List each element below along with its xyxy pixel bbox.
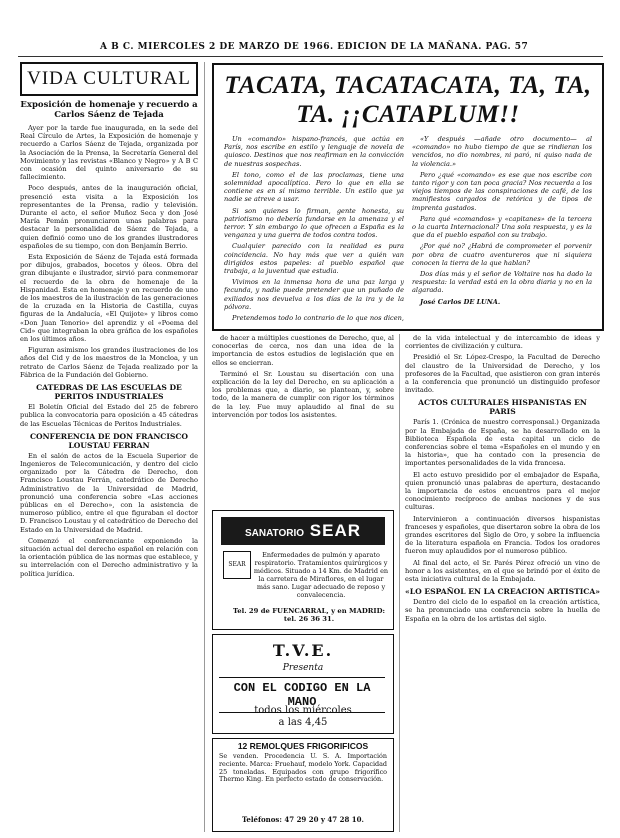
sear-logo-big: SEAR [309, 521, 362, 540]
article-paragraph: Poco después, antes de la inauguración oficial, presenció esta visita a la Exposición los representantes de la Prensa, radio y televisión. Durante el acto, el señor Muñoz Seca y don José María Pemán pronunciaron unas palabras para destacar la personalidad de Sáenz de Tejada, a quien definió como uno de los grandes ilustradores españoles de su tiempo, con don Benjamín Berrio. [20, 184, 198, 250]
article-title-conferencia: CONFERENCIA DE DON FRANCISCO LOUSTAU FERRAN [29, 431, 189, 450]
ad-sanatorio-sear [212, 510, 394, 630]
tve-show-title: CON EL CODIGO EN LA MANO [219, 677, 385, 713]
editorial-paragraph: ¿Por qué no? ¿Habrá de comprometer el porvenir por obra de cuatro aventureros que ni siquiera conocen la tierra de la que hablan? [412, 242, 592, 267]
article-paragraph: Terminó el Sr. Loustau su disertación con una explicación de la ley del Derecho, en su aplicación a los problemas que, a diario, se plantean, y, sobre todo, de la manera de cumplir con rigor los términos de la ley. Fue muy aplaudido al final de su intervención por todos los asistentes. [212, 369, 394, 419]
editorial-paragraph: «Y después —añade otro documento— al «comando» no hubo tiempo de que se rindieran los vencidos, no dio nombres, ni paró, ni quiso nada de la violencia.» [412, 135, 592, 168]
editorial-paragraph: Vivimos en la inmensa hora de una paz larga y fecunda, y nadie puede pretender que un puñado de exiliados nos devuelva a los días de la ira y de la pólvora. [224, 278, 404, 311]
section-title-vida-cultural: VIDA CULTURAL [20, 62, 198, 96]
editorial-paragraph: Si son quienes lo firman, gente honesta, su patriotismo no debería fundarse en la amenaza y el terror. Y sin embargo lo que ofrecen a España es la venganza y una guerra de todos contra todos. [224, 206, 404, 240]
sear-logo [221, 517, 385, 545]
article-paragraph: Dentro del ciclo de lo español en la creación artística, se ha pronunciado una conferencia sobre la huella de España en la obra de los artistas del siglo. [405, 598, 600, 623]
sear-logo-small: SANATORIO [244, 528, 305, 539]
editorial-paragraph: Pretendemos todo lo contrario de lo que nos dicen, [232, 314, 404, 323]
tve-presenta: Presenta [282, 663, 324, 673]
remolques-body: Se venden. Procedencia U. S. A. Importación reciente. Marca: Fruehauf, modelo York. Capacidad 25 toneladas. Equipados con grupo frigorífico Thermo King. En perfecto estado de conservación. [219, 752, 387, 784]
ad-remolques [212, 738, 394, 832]
sear-address: Tel. 29 de FUENCARRAL, y en MADRID: tel. 26 36 31. [233, 607, 385, 623]
article-paragraph: Intervinieron a continuación diversos hispanistas franceses y españoles, que disertaron sobre la obra de los grandes escritores del Siglo de Oro, y sobre la influencia de la literatura española en Francia. Todos los oradores fueron muy aplaudidos por el numeroso público. [405, 514, 600, 556]
tve-name: T.V.E. [272, 641, 334, 660]
article-paragraph: En el salón de actos de la Escuela Superior de Ingenieros de Telecomunicación, y dentro del ciclo organizado por la Cátedra de Derecho, don Francisco Loustau Ferrán, catedrático de Derecho Administrativo de la Universidad de Madrid, pronunció una conferencia sobre «Las acciones públicas en el Derecho», con la asistencia de numeroso público, entre el que figuraban el doctor D. Francisco Loustau y el catedrático de Derecho del Estado en la Universidad de Madrid. [20, 451, 198, 534]
column-rule [204, 62, 205, 832]
article-title-catedras: CATEDRAS DE LAS ESCUELAS DE PERITOS INDUSTRIALES [36, 383, 182, 402]
left-column [20, 62, 198, 832]
article-paragraph: de la vida intelectual y de intercambio de ideas y corrientes de civilización y cultura. [405, 334, 600, 351]
remolques-title: 12 REMOLQUES FRIGORIFICOS [237, 741, 369, 751]
editorial-box-tacata [212, 63, 604, 331]
editorial-signature: José Carlos DE LUNA. [420, 297, 501, 306]
page-header: A B C. MIERCOLES 2 DE MARZO DE 1966. EDICION DE LA MAÑANA. PAG. 57 [100, 42, 529, 52]
editorial-paragraph: Pero ¿qué «comando» es ese que nos escribe con tanto rigor y con tan poca gracia? Nos recuerda a los viejos tiempos de las conspiraciones de café, de los manifiestos cargados de retórica y de tipos de imprenta gastados. [412, 170, 592, 212]
middle-column [212, 334, 394, 504]
column-rule [399, 334, 400, 832]
sear-mark-icon: SEAR [223, 551, 251, 579]
header-rule [18, 56, 603, 57]
editorial-paragraph: Para qué «comandos» y «capitanes» de la tercera o la cuarta Internacional? Una sola respuesta, y es la que da el pueblo español con su trabajo. [412, 214, 592, 240]
article-paragraph: París 1. (Crónica de nuestro corresponsal.) Organizada por la Embajada de España, se ha desarrollado en la Biblioteca Española de esta capital un ciclo de conferencias sobre el tema «Españoles en el mundo y en la historia», que ha contado con la presencia de importantes personalidades de la vida francesa. [405, 418, 600, 468]
tve-schedule-day: todos los miércoles [254, 705, 352, 716]
editorial-title: TACATA, TACATACATA, TA, TA, TA. ¡¡CATAPLUM!! [224, 72, 592, 128]
article-paragraph: Presidió el Sr. López-Crespo, la Facultad de Derecho del claustro de la Universidad de Derecho, y los profesores de la Facultad, que asistieron con gran interés a la conferencia que pronunció un distinguido profesor invitado. [405, 353, 600, 395]
right-column [405, 334, 600, 832]
editorial-paragraph: El tono, como el de las proclamas, tiene una solemnidad apocalíptica. Pero lo que en ella se contiene es en sí mismo terrible. Un estilo que ya nadie se atreve a usar. [224, 170, 404, 204]
editorial-paragraph: Un «comando» hispano-francés, que actúa en París, nos escribe en estilo y lenguaje de novela de quiosco. Destinos que nos reafirman en la convicción de nuestras sospechas. [224, 135, 404, 168]
article-paragraph: Esta Exposición de Sáenz de Tejada está formada por dibujos, grabados, bocetos y óleos. Obra del gran dibujante e ilustrador, sirvió para conmemorar el recuerdo de la obra de homenaje de la Hispanidad. Esta en homenaje y en recuerdo de uno de los maestros de la ilustración de las generaciones de la cruzada en la Historia de Castilla, cuyas figuras de la Andalucía, «El Quijote» y libros como «Don Juan Tenorio» del aprendiz y el «Poema del Cid» que integraban la obra gráfica de los españoles en los últimos años. [20, 253, 198, 344]
article-paragraph: Figuran asimismo los grandes ilustraciones de los años del Cid y de los maestros de la Moncloa, y un retrato de Carlos Sáenz de Tejada realizado por la Fábrica de la Fundación del Gobierno. [20, 346, 198, 379]
editorial-column-left [224, 135, 404, 323]
editorial-paragraph: Cualquier parecido con la realidad es pura coincidencia. No hay más que ver a quién van dirigidos estos papeles: al pueblo español que trabaja, a la juventud que estudia. [224, 242, 404, 276]
article-paragraph: Ayer por la tarde fue inaugurada, en la sede del Real Círculo de Artes, la Exposición de homenaje y recuerdo a Carlos Sáenz de Tejada, organizada por la Asociación de la Prensa, la Secretaría General del Movimiento y las revistas «Blanco y Negro» y A B C con ocasión del quinto aniversario de su fallecimiento. [20, 124, 198, 182]
article-paragraph: El Boletín Oficial del Estado del 25 de febrero publica la convocatoria para oposición a 45 cátedras de las Escuelas Técnicas de Peritos Industriales. [20, 403, 198, 428]
remolques-phone: Teléfonos: 47 29 20 y 47 28 10. [242, 815, 364, 824]
tve-schedule-time: a las 4,45 [278, 717, 328, 728]
editorial-column-right [412, 135, 592, 323]
article-title-exposicion: Exposición de homenaje y recuerdo a Carlos Sáenz de Tejada [20, 100, 198, 120]
sear-body: Enfermedades de pulmón y aparato respiratorio. Tratamientos quirúrgicos y médicos. Situado a 14 Km. de Madrid en la carretera de Miraflores, en el lugar más sano. Lugar adecuado de reposo y convalecencia. [253, 551, 389, 599]
article-title-actos-culturales: ACTOS CULTURALES HISPANISTAS EN PARIS [418, 398, 587, 417]
editorial-paragraph: Dos días más y el señor de Voltaire nos ha dado la respuesta: la verdad está en la obra diaria y no en la algarada. [412, 270, 592, 295]
article-title-lo-espanol: «LO ESPAÑOL EN LA CREACION ARTISTICA» [405, 587, 600, 597]
article-paragraph: Comenzó el conferenciante exponiendo la situación actual del derecho español en relación con la orientación pública de las normas que establece, y su interrelación con el Derecho administrativo y la política jurídica. [20, 536, 198, 578]
article-paragraph: de hacer a múltiples cuestiones de Derecho, que, al conocerlas de cerca, nos dan una idea de la importancia de estos estudios de legislación que en ellos se encierran. [212, 334, 394, 367]
article-paragraph: Al final del acto, el Sr. Parés Pérez ofreció un vino de honor a los asistentes, en el que se brindó por el éxito de esta iniciativa cultural de la Embajada. [405, 558, 600, 584]
article-paragraph: El acto estuvo presidido por el embajador de España, quien pronunció unas palabras de apertura, destacando la importancia de estos encuentros para el mejor conocimiento recíproco de ambas naciones y de sus culturas. [405, 470, 600, 512]
ad-tve [212, 634, 394, 734]
